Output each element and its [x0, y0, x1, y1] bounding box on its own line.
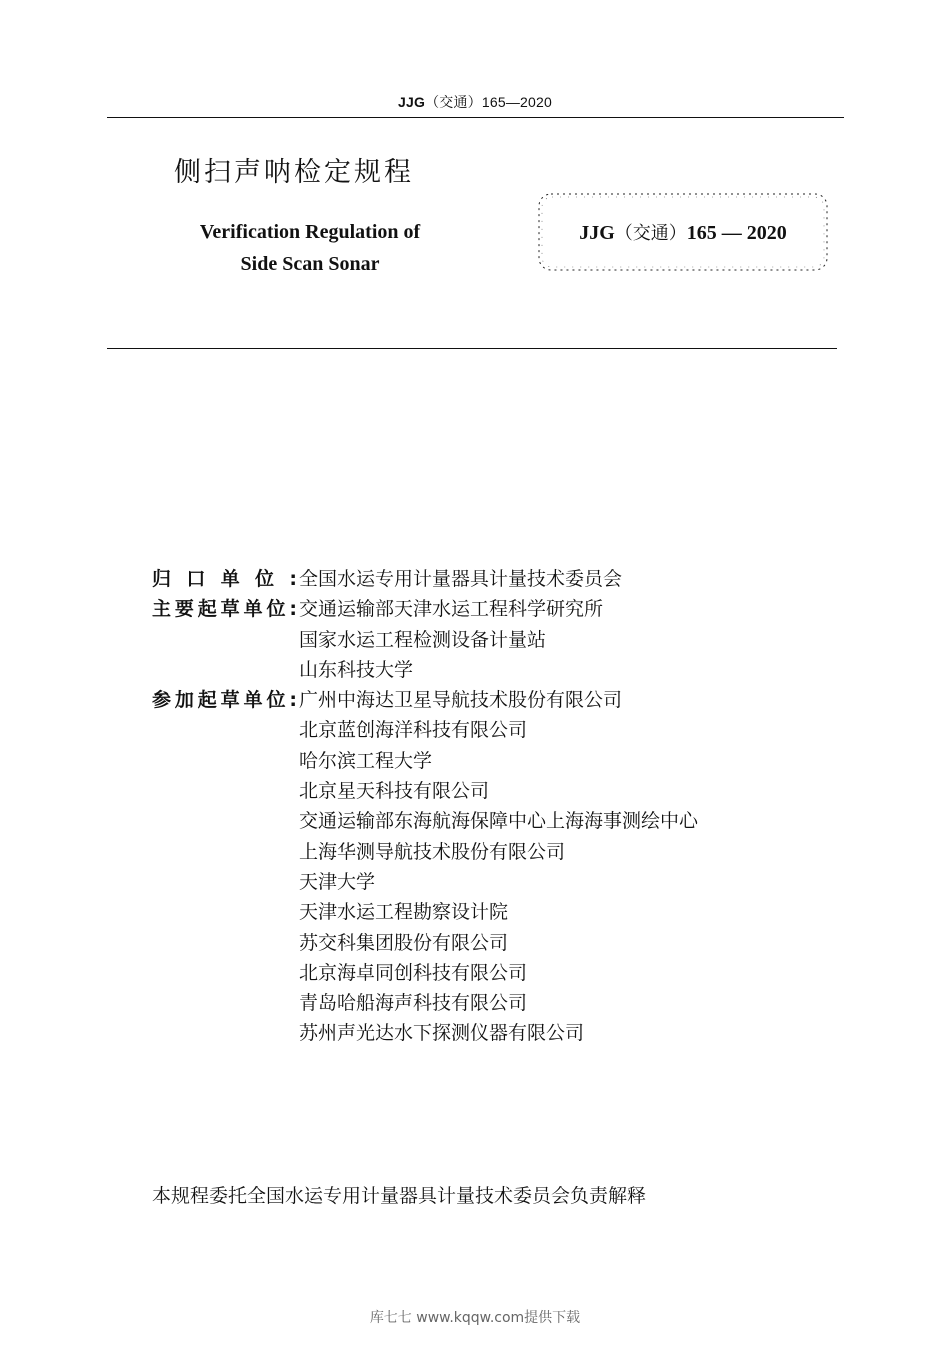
label-char: 位 — [266, 598, 286, 621]
title-english-line2: Side Scan Sonar — [240, 253, 380, 275]
label-char: 单 — [243, 689, 263, 712]
top-divider — [107, 117, 844, 118]
label-colon: : — [289, 568, 297, 590]
participating-row — [152, 776, 698, 806]
org-unit: 苏交科集团股份有限公司 — [299, 931, 509, 954]
code-box-paren: （交通） — [614, 223, 687, 244]
participating-row — [152, 988, 698, 1018]
organizations-block — [152, 564, 698, 1049]
code-box-number: 165 — 2020 — [686, 222, 787, 244]
org-unit: 广州中海达卫星导航技术股份有限公司 — [299, 689, 623, 712]
org-unit: 山东科技大学 — [299, 658, 414, 681]
header-code-paren: （交通） — [425, 94, 482, 110]
participating-label — [152, 685, 297, 715]
code-box-prefix: JJG — [579, 222, 615, 244]
participating-row — [152, 867, 698, 897]
label-char: 起 — [197, 598, 217, 621]
standard-code-text — [535, 219, 831, 245]
participating-row — [152, 897, 698, 927]
participating-row — [152, 928, 698, 958]
header-code-suffix: 165—2020 — [481, 94, 552, 110]
participating-row — [152, 685, 698, 715]
participating-row — [152, 746, 698, 776]
org-unit: 交通运输部东海航海保障中心上海海事测绘中心 — [299, 810, 699, 833]
label-char: 单 — [243, 598, 263, 621]
label-colon: : — [289, 598, 297, 621]
download-footer: 库七七 www.kqqw.com提供下载 — [369, 1310, 581, 1326]
label-char: 草 — [220, 689, 240, 712]
participating-row — [152, 958, 698, 988]
label-char: 口 — [186, 568, 206, 590]
participating-row — [152, 715, 698, 745]
org-unit: 苏州声光达水下探测仪器有限公司 — [299, 1022, 585, 1045]
org-unit: 交通运输部天津水运工程科学研究所 — [299, 598, 604, 621]
label-char: 加 — [174, 689, 194, 712]
label-char: 要 — [174, 598, 194, 621]
header-code-prefix: JJG — [398, 94, 426, 110]
org-unit: 天津大学 — [299, 870, 376, 893]
org-unit: 国家水运工程检测设备计量站 — [299, 628, 547, 651]
middle-divider — [107, 348, 837, 349]
org-unit: 北京星天科技有限公司 — [299, 780, 490, 803]
title-english-line1: Verification Regulation of — [199, 221, 421, 243]
centralized-unit-label — [152, 564, 297, 594]
org-unit: 青岛哈船海声科技有限公司 — [299, 992, 528, 1015]
main-drafting-row — [152, 594, 698, 624]
main-drafting-row — [152, 625, 698, 655]
label-char: 归 — [152, 568, 172, 590]
label-char: 单 — [220, 568, 240, 590]
org-unit: 天津水运工程勘察设计院 — [299, 901, 509, 924]
interpretation-note: 本规程委托全国水运专用计量器具计量技术委员会负责解释 — [152, 1185, 647, 1207]
participating-row — [152, 837, 698, 867]
label-char: 主 — [152, 598, 172, 621]
centralized-unit-row — [152, 564, 698, 594]
standard-code-box — [535, 190, 831, 274]
header-standard-code — [0, 92, 950, 112]
org-unit: 北京海卓同创科技有限公司 — [299, 961, 528, 984]
label-char: 位 — [255, 568, 275, 590]
org-unit: 上海华测导航技术股份有限公司 — [299, 840, 566, 863]
org-unit: 哈尔滨工程大学 — [299, 749, 433, 772]
label-char: 位 — [266, 689, 286, 712]
main-drafting-label — [152, 594, 297, 624]
participating-row — [152, 806, 698, 836]
page-title-chinese: 侧扫声呐检定规程 — [174, 157, 414, 188]
label-char: 参 — [152, 689, 172, 712]
org-unit: 全国水运专用计量器具计量技术委员会 — [299, 568, 623, 590]
label-char: 起 — [197, 689, 217, 712]
main-drafting-row — [152, 655, 698, 685]
participating-row — [152, 1018, 698, 1048]
org-unit: 北京蓝创海洋科技有限公司 — [299, 719, 528, 742]
page-title-english — [160, 216, 460, 280]
label-colon: : — [289, 689, 297, 712]
label-char: 草 — [220, 598, 240, 621]
